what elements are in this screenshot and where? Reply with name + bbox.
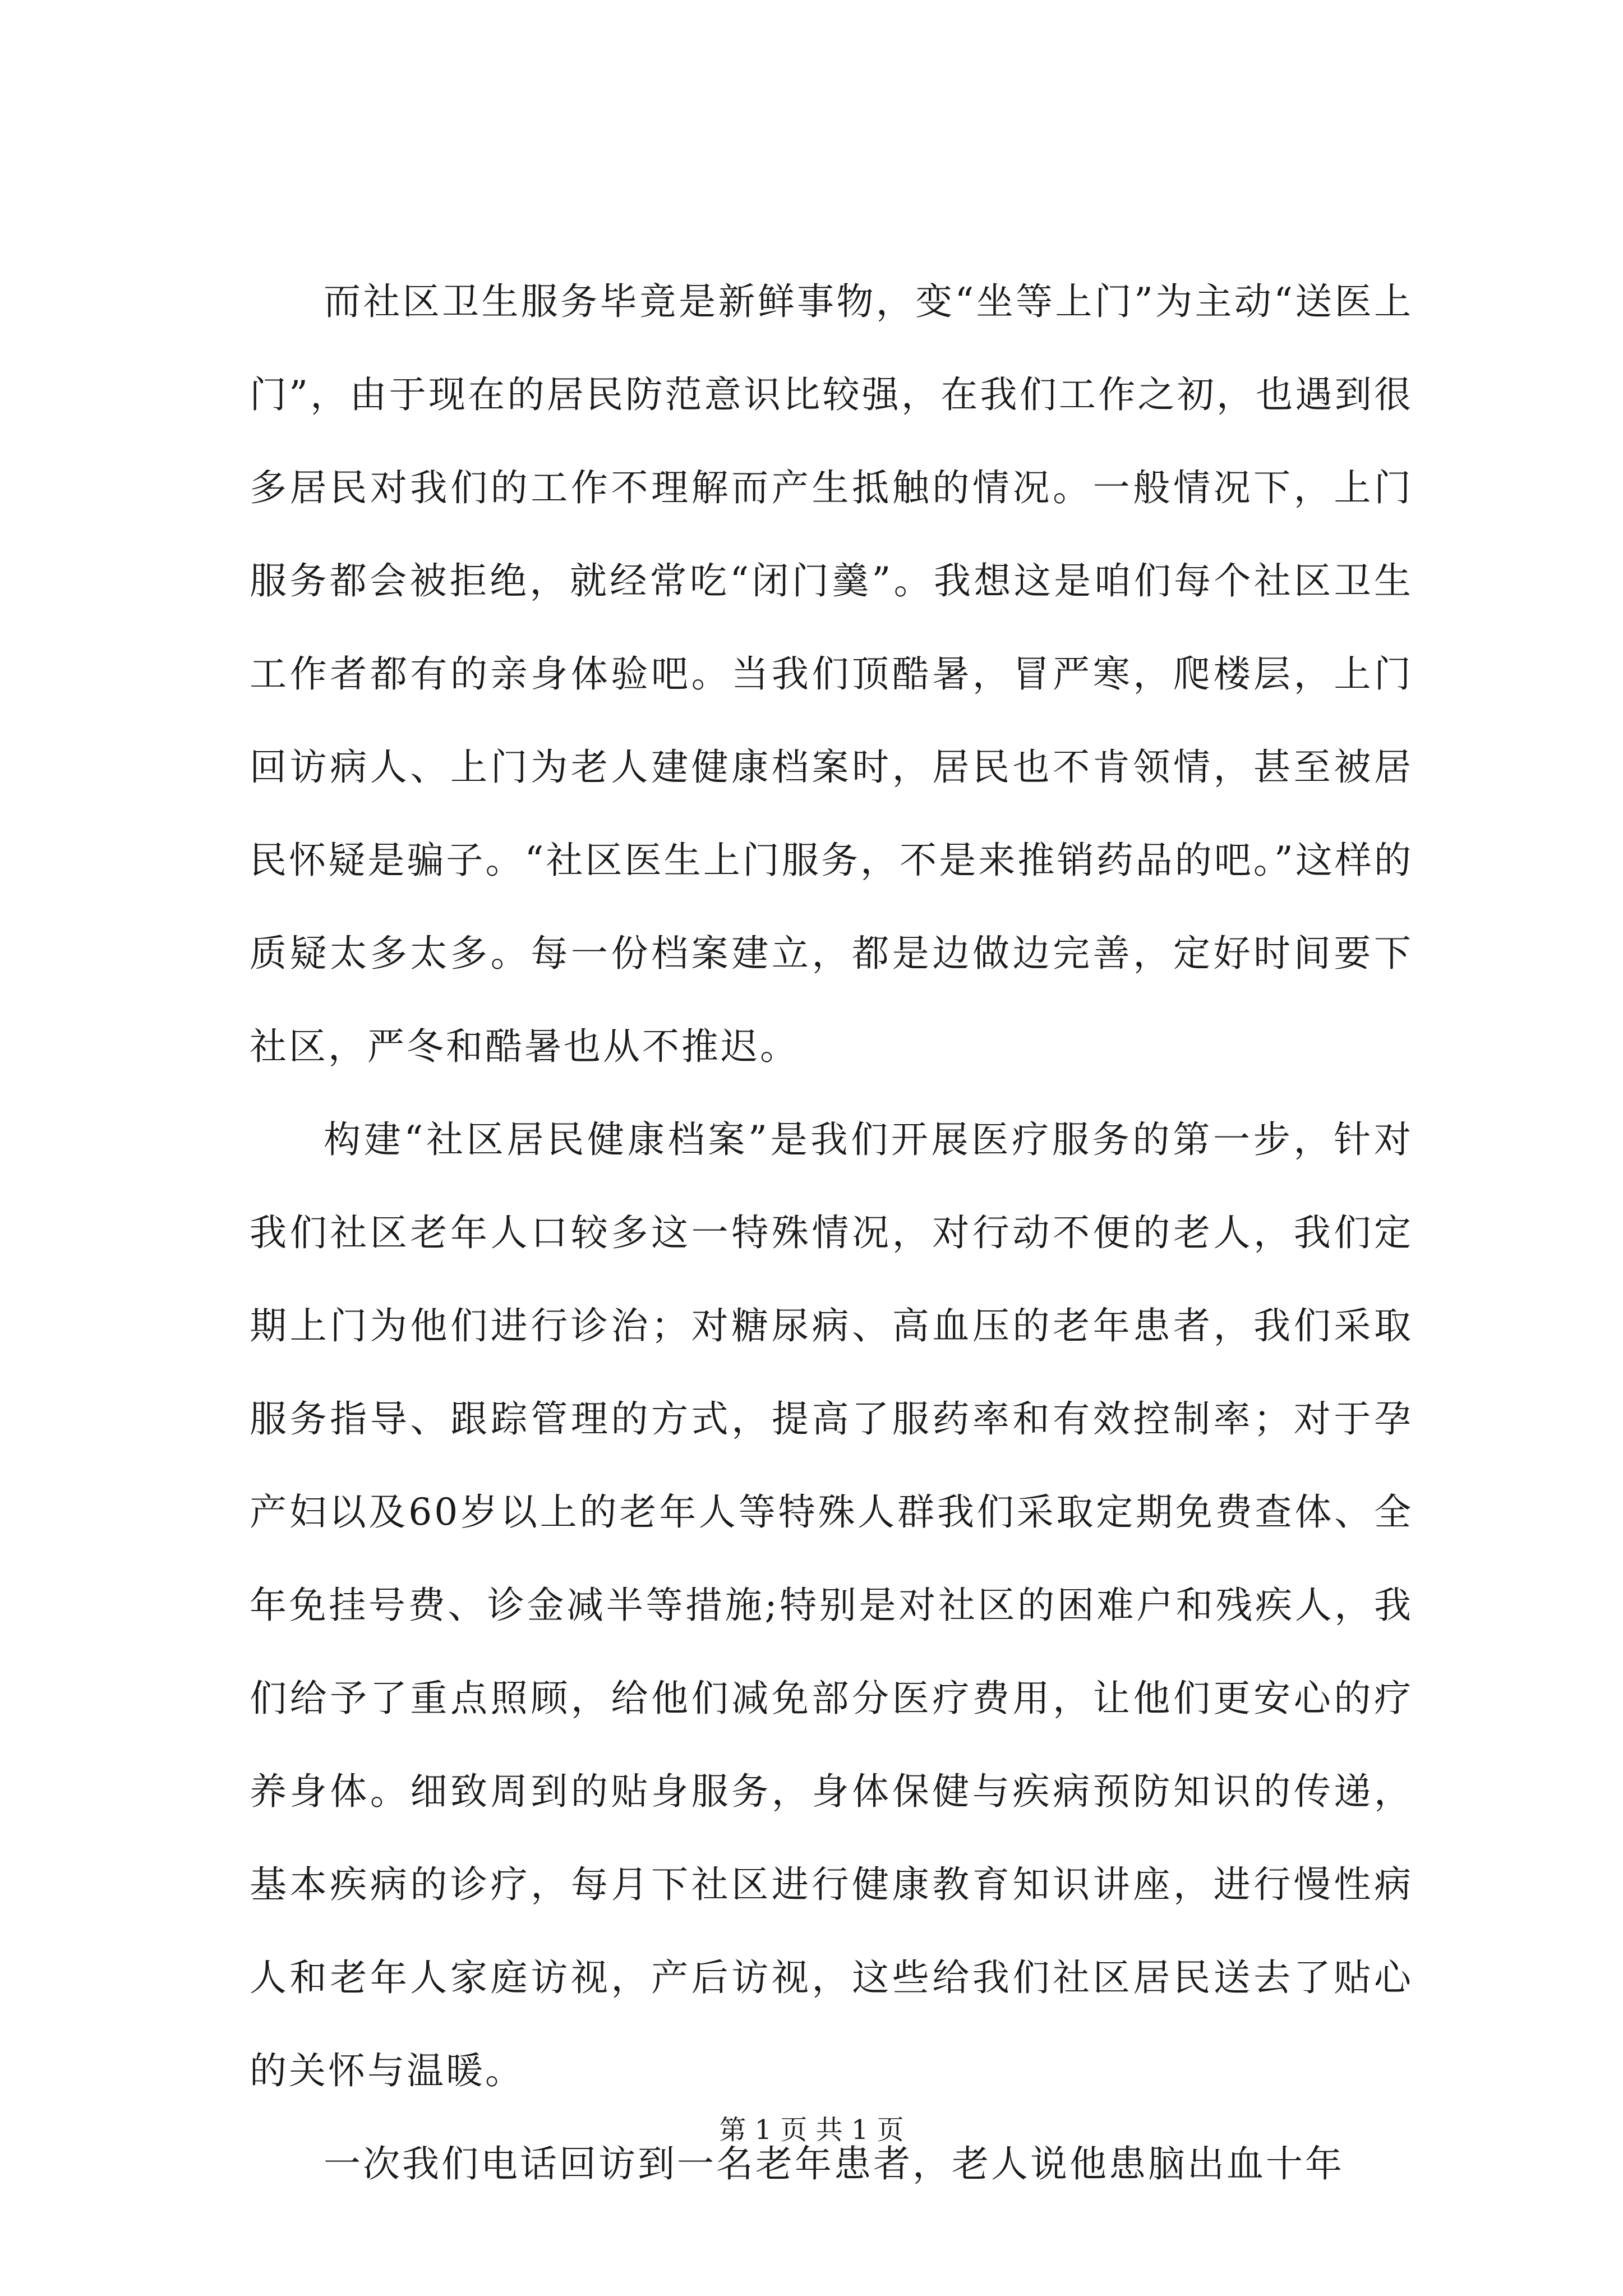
paragraph-1: 而社区卫生服务毕竟是新鲜事物，变“坐等上门”为主动“送医上门”，由于现在的居民防范意识比较强，在我们工作之初，也遇到很多居民对我们的工作不理解而产生抵触的情况。一般情况下，上门服务都会被拒绝，就经常吃“闭门羹”。我想这是咱们每个社区卫生工作者都有的亲身体验吧。当我们顶酷暑，冒严寒，爬楼层，上门回访病人、上门为老人建健康档案时，居民也不肯领情，甚至被居民怀疑是骗子。“社区医生上门服务，不是来推销药品的吧。”这样的质疑太多太多。每一份档案建立，都是边做边完善，定好时间要下社区，严冬和酷暑也从不推迟。 <box>250 280 1413 1068</box>
paragraph-3: 一次我们电话回访到一名老年患者，老人说他患脑出血十年 <box>324 2142 1344 2185</box>
document-body <box>250 255 1413 2211</box>
page-footer: 第 1 页 共 1 页 <box>719 2114 904 2146</box>
paragraph-2: 构建“社区居民健康档案”是我们开展医疗服务的第一步，针对我们社区老年人口较多这一特殊情况，对行动不便的老人，我们定期上门为他们进行诊治；对糖尿病、高血压的老年患者，我们采取服务指导、跟踪管理的方式，提高了服药率和有效控制率；对于孕产妇以及60岁以上的老年人等特殊人群我们采取定期免费查体、全年免挂号费、诊金减半等措施;特别是对社区的困难户和残疾人，我们给予了重点照顾，给他们减免部分医疗费用，让他们更安心的疗养身体。细致周到的贴身服务，身体保健与疾病预防知识的传递，基本疾病的诊疗，每月下社区进行健康教育知识讲座，进行慢性病人和老年人家庭访视，产后访视，这些给我们社区居民送去了贴心的关怀与温暖。 <box>250 1118 1413 2092</box>
